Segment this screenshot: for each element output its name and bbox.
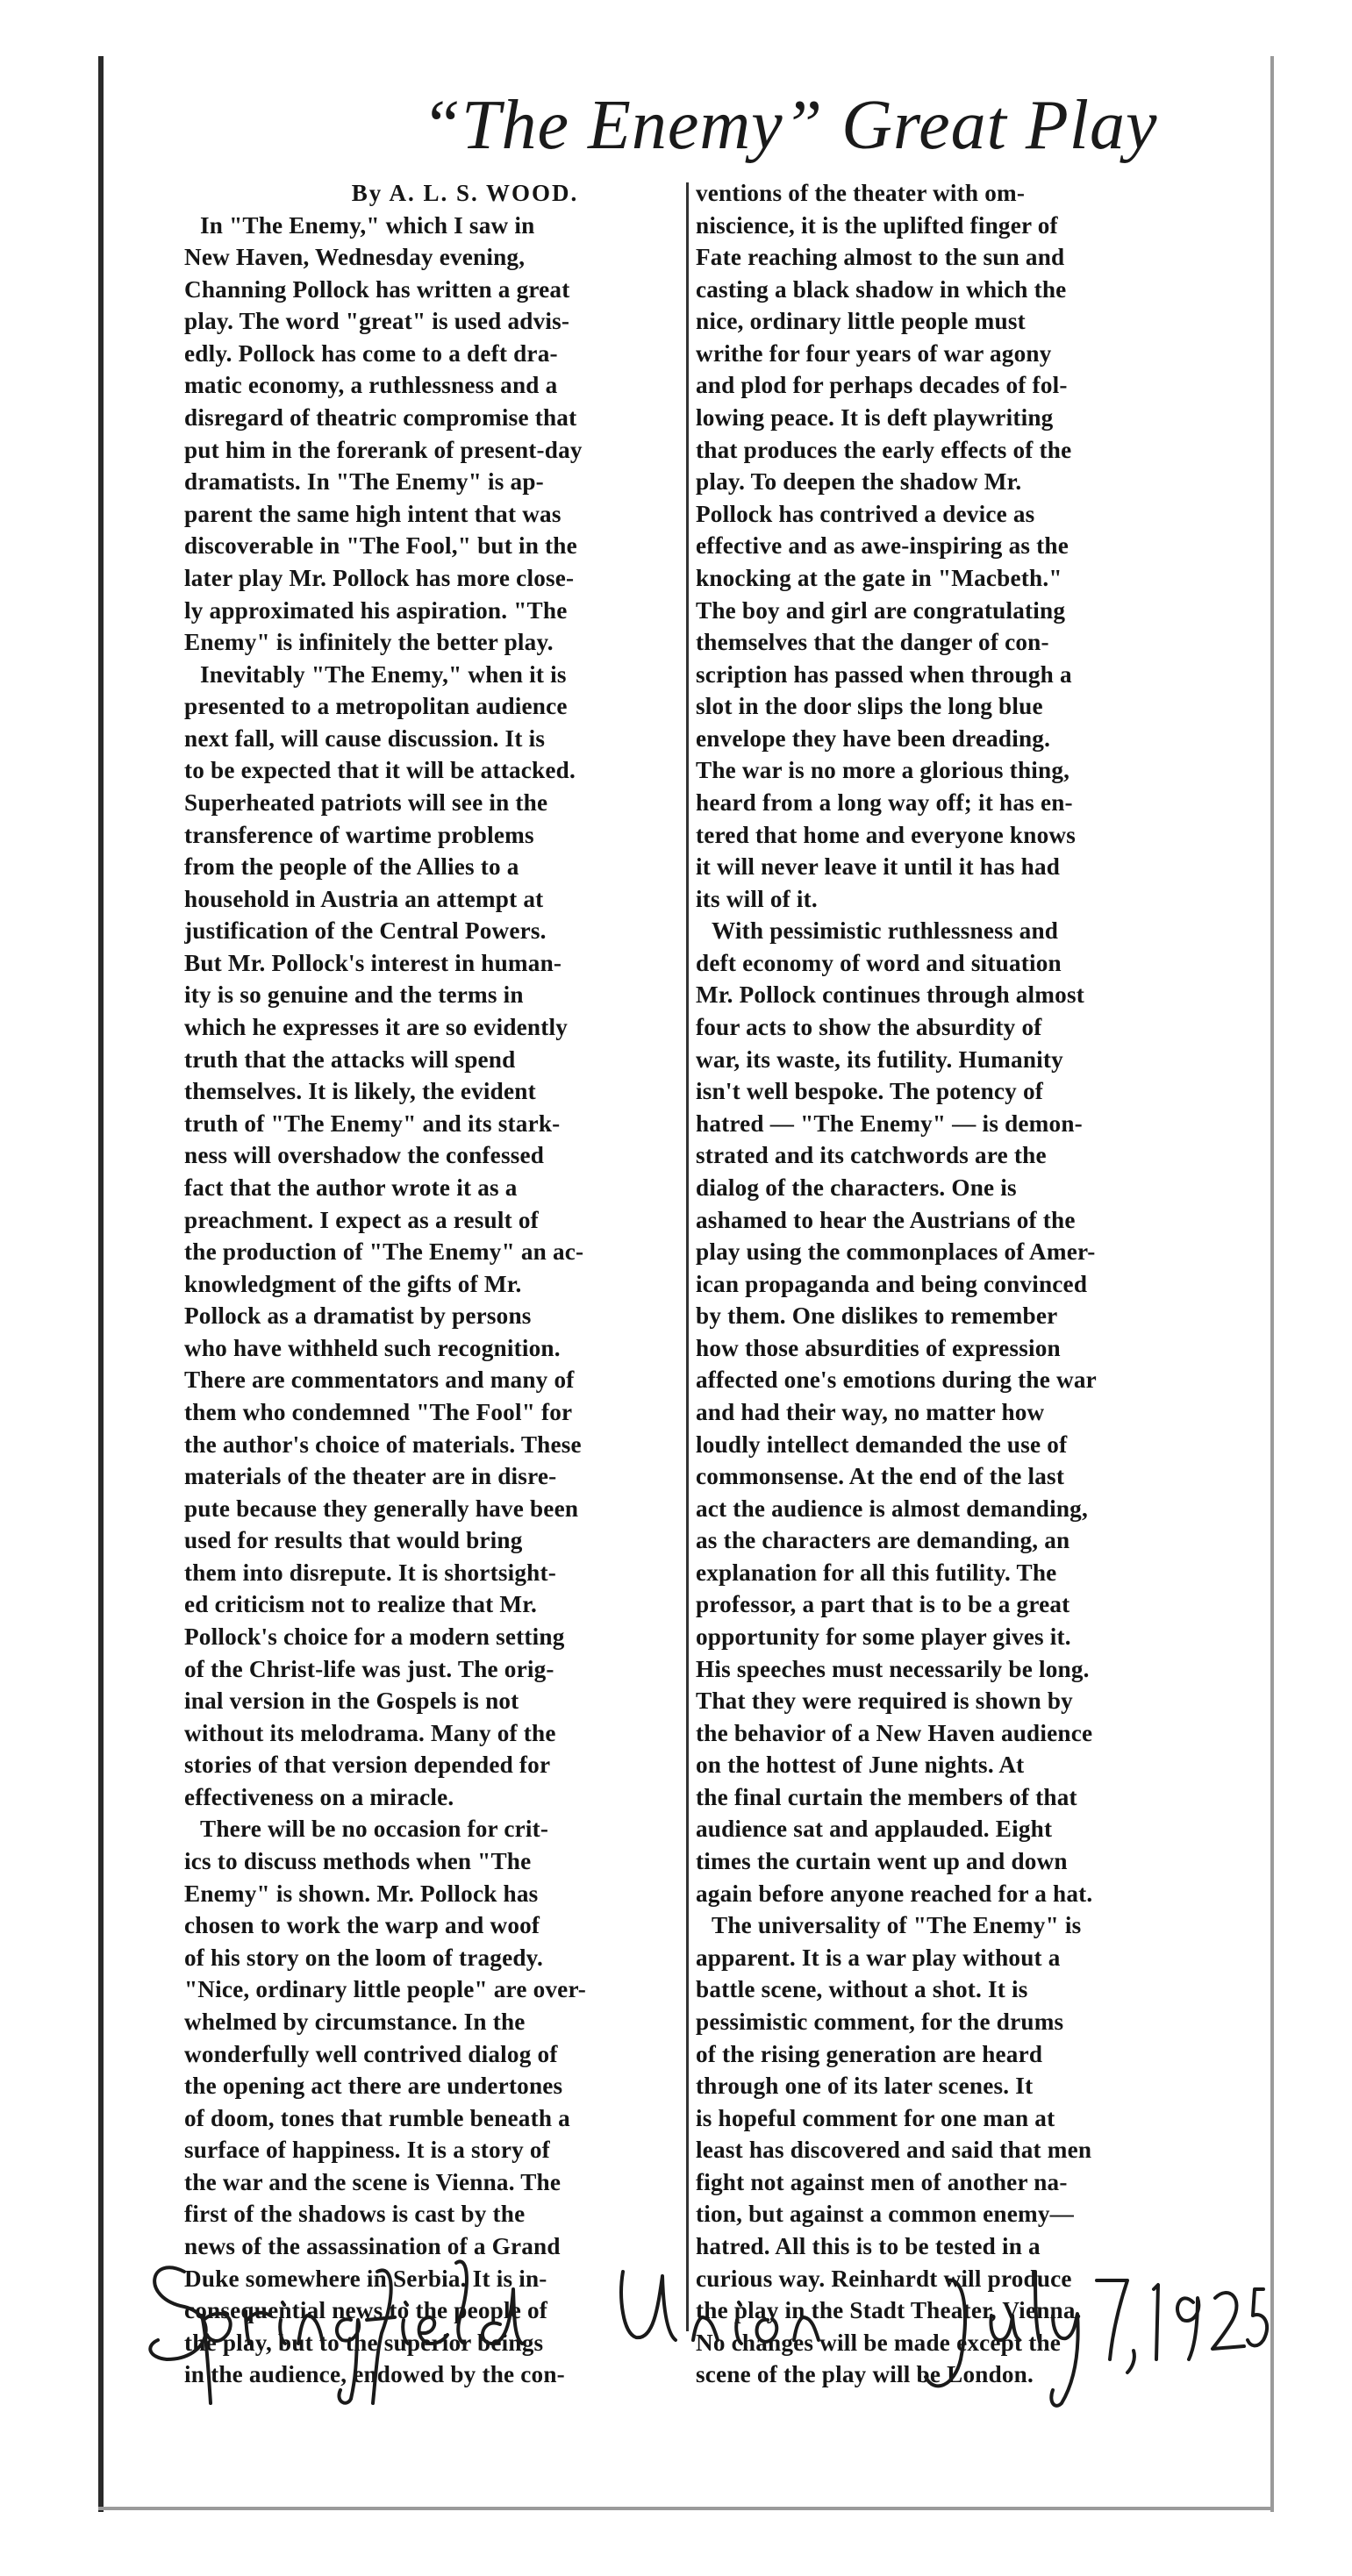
article-line: and had their way, no matter how — [696, 1398, 1045, 1425]
article-line: the play in the Stadt Theater, Vienna. — [696, 2297, 1082, 2324]
article-line: effectiveness on a miracle. — [184, 1783, 454, 1810]
article-line: effective and as awe-inspiring as the — [696, 532, 1069, 560]
article-line: hatred — "The Enemy" — is demon- — [696, 1110, 1083, 1137]
article-line: the production of "The Enemy" an ac- — [184, 1238, 584, 1266]
article-line: of his story on the loom of tragedy. — [184, 1944, 543, 1971]
article-line: battle scene, without a shot. It is — [696, 1976, 1028, 2003]
article-line: themselves. It is likely, the evident — [184, 1078, 536, 1105]
article-line: act the audience is almost demanding, — [696, 1495, 1088, 1522]
article-line: Mr. Pollock continues through almost — [696, 981, 1084, 1009]
article-line: hatred. All this is to be tested in a — [696, 2233, 1041, 2259]
article-line: the author's choice of materials. These — [184, 1431, 582, 1458]
article-line: without its melodrama. Many of the — [184, 1719, 556, 1746]
article-line: There will be no occasion for crit- — [200, 1816, 549, 1843]
article-line: Channing Pollock has written a great — [184, 275, 570, 303]
article-line: from the people of the Allies to a — [184, 853, 519, 881]
article-line: play. The word "great" is used advis- — [184, 308, 570, 335]
article-line: surface of happiness. It is a story of — [184, 2137, 550, 2164]
article-line: Pollock's choice for a modern setting — [184, 1623, 565, 1651]
article-line: disregard of theatric compromise that — [184, 404, 577, 432]
article-line: in the audience, endowed by the con- — [184, 2361, 565, 2388]
article-line: ventions of the theater with om- — [696, 180, 1026, 206]
article-line: isn't well bespoke. The potency of — [696, 1078, 1044, 1105]
article-line: them who condemned "The Fool" for — [184, 1398, 573, 1425]
article-line: whelmed by circumstance. In the — [184, 2008, 526, 2035]
article-line: fight not against men of another na- — [696, 2168, 1068, 2195]
article-line: scene of the play will be London. — [696, 2361, 1034, 2388]
article-line: truth that the attacks will spend — [184, 1045, 516, 1073]
article-line: tered that home and everyone knows — [696, 821, 1076, 848]
article-line: In "The Enemy," which I saw in — [200, 211, 535, 239]
article-line: loudly intellect demanded the use of — [696, 1431, 1068, 1458]
article-line: dramatists. In "The Enemy" is ap- — [184, 468, 544, 496]
article-line: the behavior of a New Haven audience — [696, 1719, 1093, 1746]
article-line: war, its waste, its futility. Humanity — [696, 1045, 1063, 1073]
article-line: Pollock has contrived a device as — [696, 500, 1035, 527]
article-line: chosen to work the warp and woof — [184, 1912, 540, 1939]
article-line: knocking at the gate in "Macbeth." — [696, 564, 1062, 591]
handwriting-svg — [132, 2237, 1272, 2412]
article-line: ity is so genuine and the terms in — [184, 981, 524, 1009]
article-line: slot in the door slips the long blue — [696, 693, 1043, 720]
article-line: The universality of "The Enemy" is — [712, 1912, 1082, 1939]
article-line: justification of the Central Powers. — [184, 917, 547, 945]
article-line: which he expresses it are so evidently — [184, 1014, 569, 1041]
byline: By A. L. S. WOOD. — [351, 180, 579, 206]
page-right-border — [1270, 56, 1274, 2512]
article-line: envelope they have been dreading. — [696, 724, 1051, 752]
article-line: lowing peace. It is deft playwriting — [696, 404, 1054, 432]
article-line: professor, a part that is to be a great — [696, 1591, 1070, 1618]
article-line: ics to discuss methods when "The — [184, 1848, 532, 1875]
article-line: audience sat and applauded. Eight — [696, 1816, 1053, 1843]
article-line: preachment. I expect as a result of — [184, 1206, 539, 1233]
article-line: deft economy of word and situation — [696, 949, 1062, 976]
article-line: Enemy" is shown. Mr. Pollock has — [184, 1880, 539, 1907]
article-line: who have withheld such recognition. — [184, 1334, 561, 1361]
article-line: opportunity for some player gives it. — [696, 1623, 1071, 1651]
article-line: play using the commonplaces of Amer- — [696, 1238, 1096, 1266]
article-line: presented to a metropolitan audience — [184, 693, 568, 720]
article-line: and plod for perhaps decades of fol- — [696, 372, 1068, 399]
article-line: strated and its catchwords are the — [696, 1142, 1047, 1169]
article-line: to be expected that it will be attacked. — [184, 757, 576, 784]
article-line: it will never leave it until it has had — [696, 853, 1061, 881]
article-line: them into disrepute. It is shortsight- — [184, 1559, 556, 1586]
article-line: that produces the early effects of the — [696, 436, 1072, 463]
article-line: His speeches must necessarily be long. — [696, 1655, 1090, 1682]
article-line: times the curtain went up and down — [696, 1848, 1068, 1875]
article-line: of the rising generation are heard — [696, 2040, 1043, 2067]
article-line: tion, but against a common enemy— — [696, 2201, 1075, 2228]
article-line: The boy and girl are congratulating — [696, 596, 1066, 624]
article-line: Duke somewhere in Serbia. It is in- — [184, 2265, 547, 2292]
article-line: With pessimistic ruthlessness and — [712, 917, 1059, 945]
article-line: next fall, will cause discussion. It is — [184, 724, 546, 752]
article-line: New Haven, Wednesday evening, — [184, 244, 526, 271]
article-line: of doom, tones that rumble beneath a — [184, 2104, 570, 2131]
article-line: four acts to show the absurdity of — [696, 1014, 1042, 1041]
article-line: The war is no more a glorious thing, — [696, 757, 1070, 784]
article-line: ed criticism not to realize that Mr. — [184, 1591, 538, 1618]
article-line: apparent. It is a war play without a — [696, 1944, 1061, 1971]
article-line: explanation for all this futility. The — [696, 1559, 1057, 1586]
article-line: household in Austria an attempt at — [184, 885, 544, 912]
article-line: first of the shadows is cast by the — [184, 2201, 526, 2228]
article-line: Superheated patriots will see in the — [184, 788, 548, 816]
article-line: matic economy, a ruthlessness and a — [184, 372, 558, 399]
article-line: transference of wartime problems — [184, 821, 534, 848]
article-line: dialog of the characters. One is — [696, 1174, 1017, 1201]
article-line: parent the same high intent that was — [184, 500, 562, 527]
article-line: curious way. Reinhardt will produce — [696, 2265, 1072, 2292]
article-line: consequential news to the people of — [184, 2297, 548, 2324]
article-line: nice, ordinary little people must — [696, 308, 1026, 335]
article-line: the final curtain the members of that — [696, 1783, 1077, 1810]
article-line: play. To deepen the shadow Mr. — [696, 468, 1022, 496]
article-line: casting a black shadow in which the — [696, 275, 1067, 303]
article-line: writhe for four years of war agony — [696, 339, 1052, 367]
article-line: its will of it. — [696, 885, 818, 912]
article-line: put him in the forerank of present-day — [184, 436, 583, 463]
article-line: ly approximated his aspiration. "The — [184, 596, 568, 624]
article-line: least has discovered and said that men — [696, 2137, 1092, 2164]
article-line: edly. Pollock has come to a deft dra- — [184, 339, 558, 367]
article-line: There are commentators and many of — [184, 1366, 575, 1394]
article-line: No changes will be made except the — [696, 2329, 1062, 2356]
article-line: But Mr. Pollock's interest in human- — [184, 949, 562, 976]
article-line: pute because they generally have been — [184, 1495, 579, 1522]
article-line: the play, but to the superior beings — [184, 2329, 544, 2356]
page-left-border — [98, 56, 104, 2512]
article-line: through one of its later scenes. It — [696, 2073, 1034, 2100]
article-line: Inevitably "The Enemy," when it is — [200, 660, 567, 688]
article-line: wonderfully well contrived dialog of — [184, 2040, 558, 2067]
article-column-right — [696, 177, 1257, 2391]
article-line: fact that the author wrote it as a — [184, 1174, 518, 1201]
article-line: the opening act there are undertones — [184, 2073, 563, 2100]
newspaper-clipping — [123, 77, 1270, 2388]
article-line: Pollock as a dramatist by persons — [184, 1302, 532, 1330]
article-line: inal version in the Gospels is not — [184, 1688, 519, 1715]
article-line: materials of the theater are in disre- — [184, 1463, 557, 1490]
article-line: niscience, it is the uplifted finger of — [696, 211, 1058, 239]
article-line: the war and the scene is Vienna. The — [184, 2168, 562, 2195]
article-column-left — [184, 177, 746, 2391]
article-line: commonsense. At the end of the last — [696, 1463, 1065, 1490]
article-line: themselves that the danger of con- — [696, 629, 1049, 656]
article-line: heard from a long way off; it has en- — [696, 788, 1073, 816]
article-line: ness will overshadow the confessed — [184, 1142, 545, 1169]
article-line: discoverable in "The Fool," but in the — [184, 532, 577, 560]
article-line: on the hottest of June nights. At — [696, 1752, 1025, 1779]
article-line: Enemy" is infinitely the better play. — [184, 629, 554, 656]
article-line: truth of "The Enemy" and its stark- — [184, 1110, 561, 1137]
article-line: scription has passed when through a — [696, 660, 1072, 688]
article-line: used for results that would bring — [184, 1527, 523, 1554]
article-line: affected one's emotions during the war — [696, 1366, 1097, 1394]
headline: “The Enemy” Great Play — [421, 87, 1158, 164]
article-line: ashamed to hear the Austrians of the — [696, 1206, 1076, 1233]
article-line: stories of that version depended for — [184, 1752, 551, 1779]
article-line: later play Mr. Pollock has more close- — [184, 564, 575, 591]
article-line: as the characters are demanding, an — [696, 1527, 1070, 1554]
handwritten-signature — [132, 2237, 1272, 2412]
article-line: is hopeful comment for one man at — [696, 2104, 1055, 2131]
article-line: of the Christ-life was just. The orig- — [184, 1655, 554, 1682]
article-line: knowledgment of the gifts of Mr. — [184, 1270, 522, 1297]
article-line: how those absurdities of expression — [696, 1334, 1061, 1361]
article-line: news of the assassination of a Grand — [184, 2233, 561, 2259]
article-line: again before anyone reached for a hat. — [696, 1880, 1093, 1907]
article-line: "Nice, ordinary little people" are over- — [184, 1976, 586, 2003]
page-bottom-border — [98, 2507, 1274, 2510]
article-line: ican propaganda and being convinced — [696, 1270, 1088, 1297]
article-line: That they were required is shown by — [696, 1688, 1073, 1715]
article-line: Fate reaching almost to the sun and — [696, 244, 1065, 271]
article-line: by them. One dislikes to remember — [696, 1302, 1058, 1330]
article-line: pessimistic comment, for the drums — [696, 2008, 1064, 2035]
